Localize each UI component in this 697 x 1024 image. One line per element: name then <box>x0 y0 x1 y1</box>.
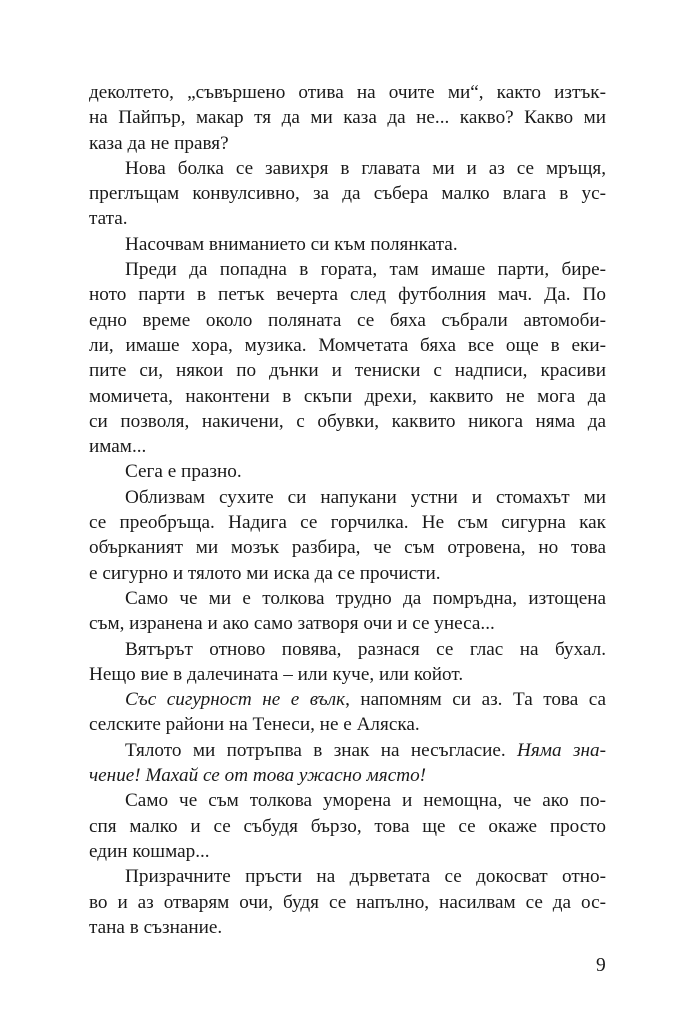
paragraph-first-line <box>89 586 606 611</box>
body-text <box>89 80 606 940</box>
text-run: Нова болка се завихря в главата ми и аз се мръщя, <box>125 157 606 179</box>
italic-text: чение! Махай се от това ужасно място! <box>89 765 427 787</box>
text-line <box>89 535 606 560</box>
text-run: Нещо вие в далечината – или куче, или койот. <box>89 663 464 685</box>
text-run: во и аз отварям очи, будя се напълно, насилвам се да ос- <box>89 891 606 913</box>
paragraph-first-line <box>89 687 606 712</box>
text-run: ното парти в петък вечерта след футболния мач. Да. По <box>89 284 606 306</box>
paragraph-first-line <box>89 459 606 484</box>
italic-text: Със сигурност не е вълк <box>125 689 346 711</box>
italic-text: Няма зна- <box>517 739 606 761</box>
paragraph-first-line <box>89 738 606 763</box>
text-run: Тялото ми потръпва в знак на несъгласие. <box>125 739 518 761</box>
text-run: каза да не правя? <box>89 132 229 154</box>
text-line <box>89 510 606 535</box>
text-run: Само че ми е толкова трудно да помръдна, изтощена <box>125 587 606 609</box>
text-run: тана в съзнание. <box>89 916 223 938</box>
text-line <box>89 181 606 206</box>
text-run: на Пайпър, макар тя да ми каза да не... какво? Какво ми <box>89 107 606 129</box>
text-line <box>89 561 606 586</box>
text-run: преглъщам конвулсивно, за да събера малко влага в ус- <box>89 183 606 205</box>
paragraph-first-line <box>89 864 606 889</box>
text-run: , напомням си аз. Та това са <box>345 689 606 711</box>
text-run: е сигурно и тялото ми иска да се прочисти. <box>89 562 441 584</box>
text-run: объркaният ми мозък разбира, че съм отровена, но това <box>89 537 606 559</box>
text-line <box>89 333 606 358</box>
text-line <box>89 915 606 940</box>
text-line <box>89 890 606 915</box>
text-run: едно време около поляната се бяха събрали автомоби- <box>89 309 606 331</box>
text-run: спя малко и се събудя бързо, това ще се окаже просто <box>89 815 606 837</box>
page-number: 9 <box>596 955 606 976</box>
paragraph-first-line <box>89 156 606 181</box>
text-run: имам... <box>89 436 147 458</box>
text-line <box>89 384 606 409</box>
text-run: момичета, наконтени в скъпи дрехи, каквито не мога да <box>89 385 606 407</box>
text-line <box>89 409 606 434</box>
text-run: съм, изранена и ако само затворя очи и се унеса... <box>89 613 495 635</box>
text-run: Призрачните пръсти на дърветата се докосват отно- <box>125 866 606 888</box>
text-line <box>89 763 606 788</box>
text-run: селските райони на Тенеси, не е Аляска. <box>89 714 420 736</box>
text-line <box>89 814 606 839</box>
text-run: се преобръща. Надига се горчилка. Не съм сигурна как <box>89 512 606 534</box>
text-run: си позволя, накичени, с обувки, каквито никога няма да <box>89 410 606 432</box>
text-line <box>89 358 606 383</box>
text-run: ли, имаше хора, музика. Момчетата бяха все още в еки- <box>89 334 606 356</box>
text-run: Вятърът отново повява, разнася се глас на бухал. <box>125 638 606 660</box>
paragraph-first-line <box>89 485 606 510</box>
text-line <box>89 712 606 737</box>
text-line <box>89 434 606 459</box>
paragraph-first-line <box>89 788 606 813</box>
text-run: тата. <box>89 208 128 230</box>
paragraph-first-line <box>89 232 606 257</box>
text-line <box>89 131 606 156</box>
text-line <box>89 206 606 231</box>
text-run: Преди да попадна в гората, там имаше парти, бире- <box>125 259 606 281</box>
text-line <box>89 80 606 105</box>
text-run: деколтето, „съвършено отива на очите ми“, както изтък- <box>89 82 606 103</box>
text-run: Само че съм толкова уморена и немощна, че ако по- <box>125 790 606 812</box>
text-run: пите си, някои по дънки и тениски с надписи, красиви <box>89 360 606 382</box>
text-line <box>89 105 606 130</box>
text-line <box>89 839 606 864</box>
text-line <box>89 308 606 333</box>
paragraph-first-line <box>89 637 606 662</box>
text-line <box>89 282 606 307</box>
text-run: един кошмар... <box>89 840 210 862</box>
text-run: Сега е празно. <box>125 461 242 483</box>
text-run: Насочвам вниманието си към полянката. <box>125 233 458 255</box>
text-run: Облизвам сухите си напукани устни и стомахът ми <box>125 486 606 508</box>
text-line <box>89 662 606 687</box>
text-line <box>89 611 606 636</box>
paragraph-first-line <box>89 257 606 282</box>
